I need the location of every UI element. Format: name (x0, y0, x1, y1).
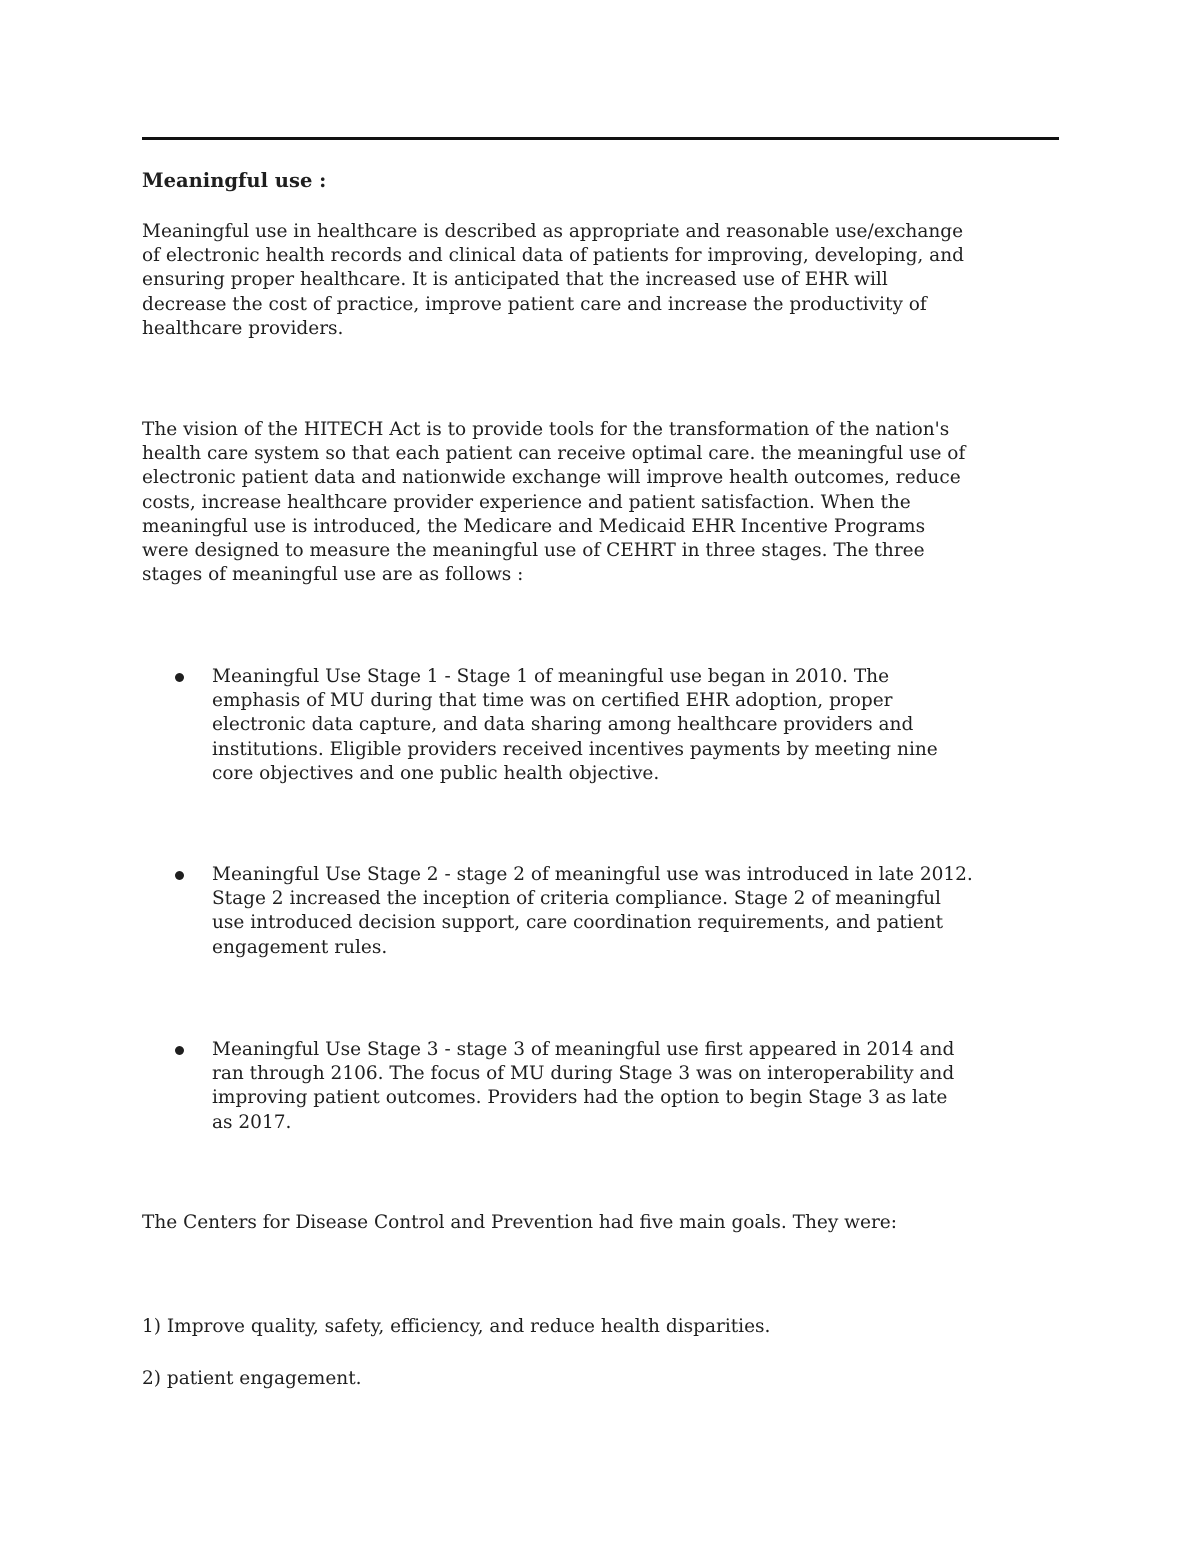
paragraph-line: The vision of the HITECH Act is to provide tools for the transformation of the nation's (142, 419, 950, 440)
list-item-stage-3 (212, 1038, 1072, 1135)
list-item-line: institutions. Eligible providers received incentives payments by meeting nine (212, 738, 938, 760)
section-heading: Meaningful use : (142, 169, 327, 192)
list-item-line: ran through 2106. The focus of MU during Stage 3 was on interoperability and (212, 1063, 955, 1085)
goal-item: 1) Improve quality, safety, efficiency, and reduce health disparities. (142, 1316, 771, 1337)
list-item-line: Meaningful Use Stage 3 - stage 3 of meaningful use first appeared in 2014 and (212, 1039, 955, 1060)
paragraph-line: healthcare providers. (142, 317, 344, 339)
list-item-line: engagement rules. (212, 936, 388, 958)
list-item-stage-2 (212, 863, 1072, 960)
list-item-line: as 2017. (212, 1111, 292, 1133)
list-item-line: core objectives and one public health objective. (212, 762, 660, 784)
paragraph-line: electronic patient data and nationwide exchange will improve health outcomes, reduce (142, 467, 961, 489)
paragraph-hitech-vision (142, 418, 1072, 587)
list-item-line: Stage 2 increased the inception of criteria compliance. Stage 2 of meaningful (212, 888, 941, 910)
goal-item: 2) patient engagement. (142, 1368, 362, 1389)
paragraph-line: were designed to measure the meaningful use of CEHRT in three stages. The three (142, 540, 925, 562)
paragraph-line: meaningful use is introduced, the Medicare and Medicaid EHR Incentive Programs (142, 515, 926, 537)
list-item-line: emphasis of MU during that time was on certified EHR adoption, proper (212, 690, 893, 712)
paragraph-meaningful-use-definition (142, 220, 1072, 341)
bullet-dot-icon (175, 673, 184, 682)
list-item-line: improving patient outcomes. Providers had the option to begin Stage 3 as late (212, 1087, 948, 1109)
list-item-line: Meaningful Use Stage 2 - stage 2 of meaningful use was introduced in late 2012. (212, 864, 973, 885)
paragraph-line: of electronic health records and clinical data of patients for improving, developing, and (142, 245, 964, 267)
horizontal-rule (142, 137, 1059, 140)
list-item-stage-1 (212, 665, 1072, 786)
paragraph-line: Meaningful use in healthcare is described as appropriate and reasonable use/exchange (142, 221, 964, 242)
bullet-dot-icon (175, 1046, 184, 1055)
paragraph-line: costs, increase healthcare provider experience and patient satisfaction. When the (142, 491, 911, 513)
paragraph-line: ensuring proper healthcare. It is anticipated that the increased use of EHR will (142, 269, 888, 291)
list-item-line: electronic data capture, and data sharing among healthcare providers and (212, 714, 914, 736)
paragraph-line: health care system so that each patient can receive optimal care. the meaningful use of (142, 443, 966, 465)
list-item-line: use introduced decision support, care coordination requirements, and patient (212, 912, 944, 934)
bullet-dot-icon (175, 871, 184, 880)
paragraph-line: stages of meaningful use are as follows : (142, 564, 524, 586)
paragraph-line: decrease the cost of practice, improve patient care and increase the productivity of (142, 293, 927, 315)
cdc-goals-intro: The Centers for Disease Control and Prevention had five main goals. They were: (142, 1212, 897, 1233)
list-item-line: Meaningful Use Stage 1 - Stage 1 of meaningful use began in 2010. The (212, 666, 890, 687)
